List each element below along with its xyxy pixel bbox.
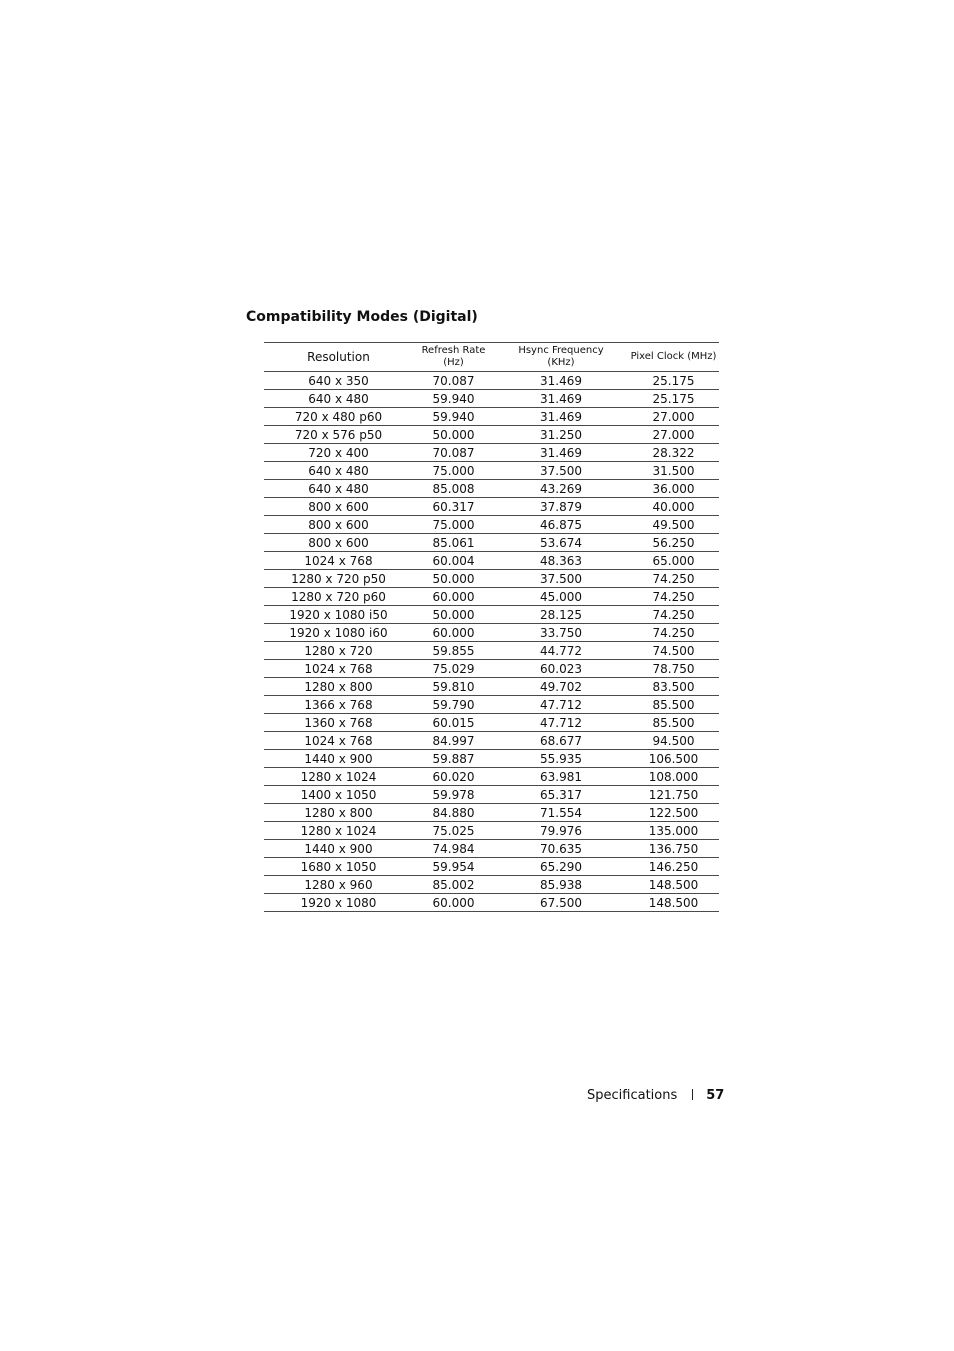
- header-pixel-clock: Pixel Clock (MHz): [628, 343, 719, 372]
- cell-refresh-rate: 60.317: [413, 498, 494, 516]
- table-row: [264, 408, 719, 426]
- cell-resolution: 720 x 400: [264, 444, 413, 462]
- cell-refresh-rate: 75.000: [413, 462, 494, 480]
- table-row: [264, 768, 719, 786]
- cell-pixel-clock: 56.250: [628, 534, 719, 552]
- cell-pixel-clock: 74.250: [628, 588, 719, 606]
- cell-hsync-frequency: 60.023: [494, 660, 628, 678]
- cell-resolution: 1280 x 800: [264, 678, 413, 696]
- table-row: [264, 498, 719, 516]
- cell-resolution: 720 x 576 p50: [264, 426, 413, 444]
- cell-resolution: 720 x 480 p60: [264, 408, 413, 426]
- cell-pixel-clock: 74.500: [628, 642, 719, 660]
- table-row: [264, 840, 719, 858]
- table-row: [264, 858, 719, 876]
- cell-resolution: 800 x 600: [264, 534, 413, 552]
- table-row: [264, 804, 719, 822]
- cell-pixel-clock: 83.500: [628, 678, 719, 696]
- cell-refresh-rate: 60.000: [413, 624, 494, 642]
- cell-pixel-clock: 40.000: [628, 498, 719, 516]
- cell-hsync-frequency: 33.750: [494, 624, 628, 642]
- cell-refresh-rate: 60.020: [413, 768, 494, 786]
- cell-hsync-frequency: 31.469: [494, 372, 628, 390]
- cell-hsync-frequency: 53.674: [494, 534, 628, 552]
- cell-pixel-clock: 148.500: [628, 894, 719, 912]
- cell-hsync-frequency: 79.976: [494, 822, 628, 840]
- cell-hsync-frequency: 28.125: [494, 606, 628, 624]
- cell-resolution: 800 x 600: [264, 516, 413, 534]
- cell-hsync-frequency: 70.635: [494, 840, 628, 858]
- table-row: [264, 750, 719, 768]
- cell-hsync-frequency: 63.981: [494, 768, 628, 786]
- cell-hsync-frequency: 37.879: [494, 498, 628, 516]
- cell-hsync-frequency: 47.712: [494, 696, 628, 714]
- table-row: [264, 606, 719, 624]
- table-row: [264, 588, 719, 606]
- cell-pixel-clock: 85.500: [628, 696, 719, 714]
- cell-resolution: 1440 x 900: [264, 750, 413, 768]
- table-row: [264, 480, 719, 498]
- cell-hsync-frequency: 85.938: [494, 876, 628, 894]
- cell-refresh-rate: 75.025: [413, 822, 494, 840]
- header-hsync-frequency: Hsync Frequency (KHz): [494, 343, 628, 372]
- footer-divider: [692, 1089, 693, 1100]
- cell-pixel-clock: 27.000: [628, 426, 719, 444]
- cell-hsync-frequency: 44.772: [494, 642, 628, 660]
- cell-pixel-clock: 74.250: [628, 606, 719, 624]
- cell-hsync-frequency: 71.554: [494, 804, 628, 822]
- cell-resolution: 1024 x 768: [264, 660, 413, 678]
- cell-resolution: 1680 x 1050: [264, 858, 413, 876]
- cell-resolution: 1920 x 1080 i60: [264, 624, 413, 642]
- section-title: Compatibility Modes (Digital): [246, 309, 478, 325]
- cell-hsync-frequency: 47.712: [494, 714, 628, 732]
- cell-refresh-rate: 74.984: [413, 840, 494, 858]
- cell-pixel-clock: 78.750: [628, 660, 719, 678]
- table-row: [264, 534, 719, 552]
- cell-refresh-rate: 60.000: [413, 588, 494, 606]
- cell-refresh-rate: 59.978: [413, 786, 494, 804]
- cell-pixel-clock: 74.250: [628, 624, 719, 642]
- cell-pixel-clock: 148.500: [628, 876, 719, 894]
- cell-resolution: 1280 x 720 p60: [264, 588, 413, 606]
- table-row: [264, 642, 719, 660]
- cell-refresh-rate: 75.000: [413, 516, 494, 534]
- table-body: [264, 372, 719, 912]
- table-row: [264, 426, 719, 444]
- cell-pixel-clock: 94.500: [628, 732, 719, 750]
- table-row: [264, 372, 719, 390]
- cell-refresh-rate: 59.855: [413, 642, 494, 660]
- cell-refresh-rate: 75.029: [413, 660, 494, 678]
- table-row: [264, 390, 719, 408]
- cell-resolution: 640 x 480: [264, 480, 413, 498]
- cell-pixel-clock: 31.500: [628, 462, 719, 480]
- cell-hsync-frequency: 48.363: [494, 552, 628, 570]
- cell-pixel-clock: 136.750: [628, 840, 719, 858]
- cell-refresh-rate: 60.004: [413, 552, 494, 570]
- cell-resolution: 640 x 350: [264, 372, 413, 390]
- cell-hsync-frequency: 31.469: [494, 408, 628, 426]
- cell-hsync-frequency: 55.935: [494, 750, 628, 768]
- cell-refresh-rate: 59.940: [413, 390, 494, 408]
- table-row: [264, 714, 719, 732]
- cell-hsync-frequency: 65.317: [494, 786, 628, 804]
- cell-refresh-rate: 85.008: [413, 480, 494, 498]
- cell-refresh-rate: 59.954: [413, 858, 494, 876]
- cell-refresh-rate: 59.790: [413, 696, 494, 714]
- cell-refresh-rate: 60.015: [413, 714, 494, 732]
- cell-resolution: 1920 x 1080 i50: [264, 606, 413, 624]
- cell-resolution: 1280 x 1024: [264, 822, 413, 840]
- cell-refresh-rate: 50.000: [413, 606, 494, 624]
- cell-hsync-frequency: 67.500: [494, 894, 628, 912]
- cell-pixel-clock: 25.175: [628, 372, 719, 390]
- cell-hsync-frequency: 49.702: [494, 678, 628, 696]
- cell-pixel-clock: 49.500: [628, 516, 719, 534]
- cell-refresh-rate: 70.087: [413, 372, 494, 390]
- cell-hsync-frequency: 68.677: [494, 732, 628, 750]
- cell-resolution: 1366 x 768: [264, 696, 413, 714]
- table-header-row: [264, 343, 719, 372]
- compatibility-modes-table: [264, 342, 719, 912]
- cell-pixel-clock: 121.750: [628, 786, 719, 804]
- cell-hsync-frequency: 31.250: [494, 426, 628, 444]
- cell-resolution: 1280 x 960: [264, 876, 413, 894]
- cell-pixel-clock: 25.175: [628, 390, 719, 408]
- cell-resolution: 1024 x 768: [264, 552, 413, 570]
- table-row: [264, 552, 719, 570]
- header-refresh-rate: Refresh Rate (Hz): [413, 343, 494, 372]
- cell-pixel-clock: 122.500: [628, 804, 719, 822]
- cell-pixel-clock: 27.000: [628, 408, 719, 426]
- cell-hsync-frequency: 65.290: [494, 858, 628, 876]
- cell-refresh-rate: 50.000: [413, 426, 494, 444]
- table-row: [264, 444, 719, 462]
- cell-refresh-rate: 59.887: [413, 750, 494, 768]
- cell-resolution: 800 x 600: [264, 498, 413, 516]
- cell-refresh-rate: 60.000: [413, 894, 494, 912]
- cell-pixel-clock: 135.000: [628, 822, 719, 840]
- table-row: [264, 678, 719, 696]
- table-row: [264, 696, 719, 714]
- cell-refresh-rate: 50.000: [413, 570, 494, 588]
- cell-resolution: 1280 x 720: [264, 642, 413, 660]
- cell-resolution: 1400 x 1050: [264, 786, 413, 804]
- cell-resolution: 1920 x 1080: [264, 894, 413, 912]
- cell-pixel-clock: 85.500: [628, 714, 719, 732]
- header-resolution: Resolution: [264, 343, 413, 372]
- cell-refresh-rate: 85.002: [413, 876, 494, 894]
- cell-pixel-clock: 108.000: [628, 768, 719, 786]
- cell-pixel-clock: 28.322: [628, 444, 719, 462]
- cell-refresh-rate: 85.061: [413, 534, 494, 552]
- page-number: 57: [706, 1088, 725, 1103]
- cell-hsync-frequency: 43.269: [494, 480, 628, 498]
- cell-resolution: 1280 x 720 p50: [264, 570, 413, 588]
- cell-refresh-rate: 84.997: [413, 732, 494, 750]
- cell-pixel-clock: 106.500: [628, 750, 719, 768]
- cell-hsync-frequency: 37.500: [494, 570, 628, 588]
- table-row: [264, 732, 719, 750]
- table-row: [264, 462, 719, 480]
- table-row: [264, 894, 719, 912]
- footer-section-name: Specifications: [587, 1088, 678, 1103]
- cell-refresh-rate: 59.940: [413, 408, 494, 426]
- table-row: [264, 876, 719, 894]
- cell-resolution: 1360 x 768: [264, 714, 413, 732]
- table-row: [264, 786, 719, 804]
- cell-pixel-clock: 146.250: [628, 858, 719, 876]
- table-row: [264, 516, 719, 534]
- cell-hsync-frequency: 31.469: [494, 390, 628, 408]
- table-row: [264, 570, 719, 588]
- cell-resolution: 1024 x 768: [264, 732, 413, 750]
- cell-refresh-rate: 70.087: [413, 444, 494, 462]
- cell-hsync-frequency: 37.500: [494, 462, 628, 480]
- cell-pixel-clock: 74.250: [628, 570, 719, 588]
- table-row: [264, 660, 719, 678]
- cell-resolution: 1280 x 800: [264, 804, 413, 822]
- cell-refresh-rate: 59.810: [413, 678, 494, 696]
- cell-resolution: 640 x 480: [264, 390, 413, 408]
- cell-pixel-clock: 65.000: [628, 552, 719, 570]
- cell-resolution: 1280 x 1024: [264, 768, 413, 786]
- cell-resolution: 640 x 480: [264, 462, 413, 480]
- cell-resolution: 1440 x 900: [264, 840, 413, 858]
- cell-hsync-frequency: 45.000: [494, 588, 628, 606]
- cell-refresh-rate: 84.880: [413, 804, 494, 822]
- cell-hsync-frequency: 46.875: [494, 516, 628, 534]
- table-row: [264, 624, 719, 642]
- table-row: [264, 822, 719, 840]
- cell-hsync-frequency: 31.469: [494, 444, 628, 462]
- cell-pixel-clock: 36.000: [628, 480, 719, 498]
- page-footer: [587, 1088, 724, 1103]
